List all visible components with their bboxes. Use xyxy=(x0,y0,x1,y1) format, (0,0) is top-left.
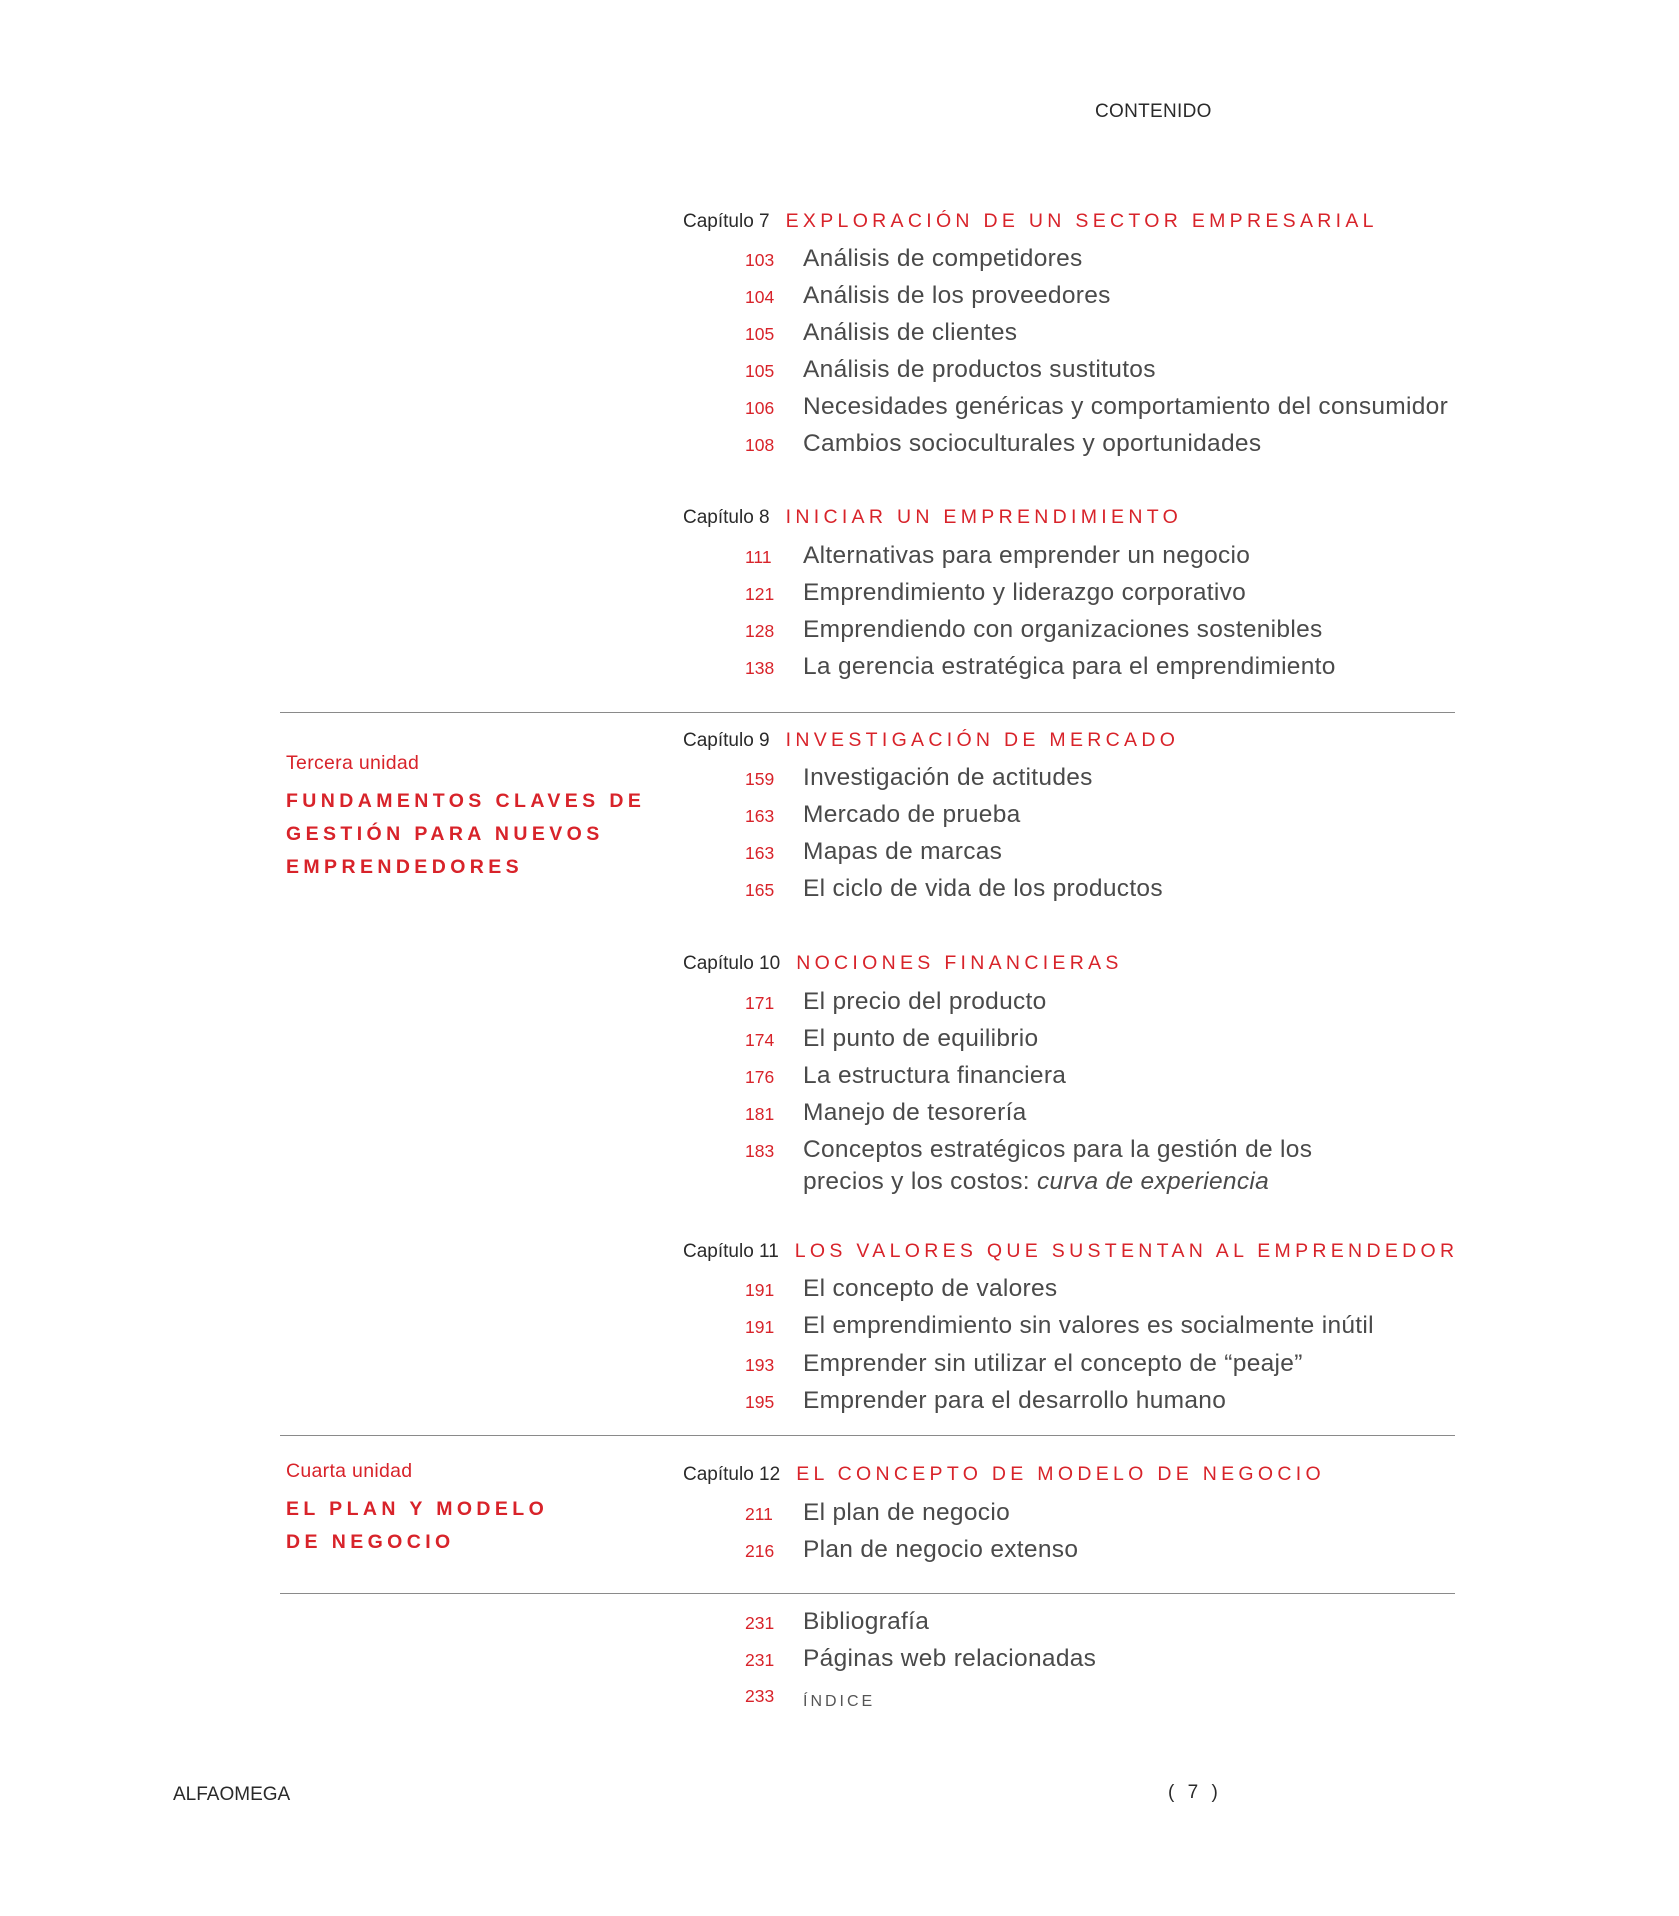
entry-text: Plan de negocio extenso xyxy=(803,1536,1079,1563)
entry-text: La estructura financiera xyxy=(803,1062,1067,1089)
entry-text: Emprendimiento y liderazgo corporativo xyxy=(803,579,1247,606)
entry-page: 103 xyxy=(745,250,775,270)
unit-label: Tercera unidad xyxy=(286,752,420,774)
entry-page: 193 xyxy=(745,1355,775,1375)
entry-page: 181 xyxy=(745,1104,775,1124)
chapter-title: EXPLORACIÓN DE UN SECTOR EMPRESARIAL xyxy=(785,210,1378,232)
chapter-title: NOCIONES FINANCIERAS xyxy=(796,952,1123,974)
entry-text: Bibliografía xyxy=(803,1608,930,1635)
entry-page: 183 xyxy=(745,1141,775,1161)
entry-text: Mapas de marcas xyxy=(803,838,1003,865)
entry-page: 163 xyxy=(745,843,775,863)
publisher-name: ALFAOMEGA xyxy=(173,1784,291,1805)
entry-text: Cambios socioculturales y oportunidades xyxy=(803,430,1262,457)
entry-text: El ciclo de vida de los productos xyxy=(803,875,1163,902)
chapter-11-heading xyxy=(683,1240,1458,1270)
page-number: ( 7 ) xyxy=(1168,1782,1222,1803)
entry-page: 159 xyxy=(745,769,775,789)
entry-page: 216 xyxy=(745,1541,775,1561)
entry-text: La gerencia estratégica para el emprendimiento xyxy=(803,653,1336,680)
section-divider xyxy=(280,1435,1455,1436)
entry-text: Alternativas para emprender un negocio xyxy=(803,542,1251,569)
entry-page: 163 xyxy=(745,806,775,826)
entry-text: El emprendimiento sin valores es socialmente inútil xyxy=(803,1312,1374,1339)
chapter-label: Capítulo 10 xyxy=(683,953,781,974)
chapter-title: INICIAR UN EMPRENDIMIENTO xyxy=(785,506,1183,528)
entry-page: 233 xyxy=(745,1686,775,1706)
entry-text: El plan de negocio xyxy=(803,1499,1010,1526)
entry-page: 231 xyxy=(745,1613,775,1633)
entry-page: 121 xyxy=(745,584,775,604)
chapter-title: INVESTIGACIÓN DE MERCADO xyxy=(785,729,1180,751)
section-divider xyxy=(280,712,1455,713)
unit-tercera xyxy=(286,752,645,884)
unit-title-line: GESTIÓN PARA NUEVOS xyxy=(286,823,604,845)
entry-page: 105 xyxy=(745,361,775,381)
entry-page: 191 xyxy=(745,1317,775,1337)
entry-text: Conceptos estratégicos para la gestión de los xyxy=(803,1136,1313,1163)
entry-page: 105 xyxy=(745,324,775,344)
chapter-title: LOS VALORES QUE SUSTENTAN AL EMPRENDEDOR xyxy=(794,1240,1459,1262)
entry-text: ÍNDICE xyxy=(803,1693,876,1710)
entry-text: Mercado de prueba xyxy=(803,801,1021,828)
entry-page: 191 xyxy=(745,1280,775,1300)
entry-page: 111 xyxy=(745,547,772,567)
entry-page: 171 xyxy=(745,993,775,1013)
entry-text-roman: precios y los costos: xyxy=(803,1168,1037,1195)
entry-page: 108 xyxy=(745,435,775,455)
chapter-7-heading xyxy=(683,210,1378,240)
entry-page: 211 xyxy=(745,1504,773,1524)
entry-page: 104 xyxy=(745,287,775,307)
entry-page: 231 xyxy=(745,1650,775,1670)
entry-text: Análisis de productos sustitutos xyxy=(803,356,1156,383)
chapter-label: Capítulo 11 xyxy=(683,1241,779,1262)
entry-text: Emprender para el desarrollo humano xyxy=(803,1387,1227,1414)
entry-text: Manejo de tesorería xyxy=(803,1099,1027,1126)
entry-text: Necesidades genéricas y comportamiento del consumidor xyxy=(803,393,1449,420)
unit-cuarta xyxy=(286,1460,548,1559)
unit-label: Cuarta unidad xyxy=(286,1460,413,1482)
entry-page: 195 xyxy=(745,1392,775,1412)
entry-text-italic: curva de experiencia xyxy=(1037,1168,1270,1195)
unit-title-line: EL PLAN Y MODELO xyxy=(286,1498,549,1520)
chapter-10-heading xyxy=(683,952,1123,982)
entry-text: Análisis de los proveedores xyxy=(803,282,1111,309)
entry-text: Análisis de competidores xyxy=(803,245,1083,272)
entry-text: Páginas web relacionadas xyxy=(803,1645,1097,1672)
unit-title-line: DE NEGOCIO xyxy=(286,1531,455,1553)
chapter-label: Capítulo 12 xyxy=(683,1464,781,1485)
chapter-9-heading xyxy=(683,729,1179,759)
chapter-12-heading xyxy=(683,1463,1325,1493)
entry-text: Análisis de clientes xyxy=(803,319,1018,346)
entry-text: Investigación de actitudes xyxy=(803,764,1093,791)
entry-text: El precio del producto xyxy=(803,988,1047,1015)
chapter-label: Capítulo 9 xyxy=(683,730,770,751)
section-divider xyxy=(280,1593,1455,1594)
entry-text: Emprendiendo con organizaciones sostenibles xyxy=(803,616,1323,643)
entry-page: 138 xyxy=(745,658,775,678)
running-head: CONTENIDO xyxy=(1095,101,1212,122)
entry-text: Emprender sin utilizar el concepto de “peaje” xyxy=(803,1350,1303,1377)
unit-title-line: FUNDAMENTOS CLAVES DE xyxy=(286,790,646,812)
entry-page: 176 xyxy=(745,1067,775,1087)
entry-text-line2 xyxy=(803,1166,1269,1198)
entry-page: 165 xyxy=(745,880,775,900)
chapter-8-heading xyxy=(683,506,1182,536)
chapter-label: Capítulo 7 xyxy=(683,211,770,232)
entry-text: El punto de equilibrio xyxy=(803,1025,1039,1052)
entry-text: El concepto de valores xyxy=(803,1275,1058,1302)
chapter-label: Capítulo 8 xyxy=(683,507,770,528)
unit-title-line: EMPRENDEDORES xyxy=(286,856,524,878)
chapter-title: EL CONCEPTO DE MODELO DE NEGOCIO xyxy=(796,1463,1325,1485)
entry-page: 174 xyxy=(745,1030,775,1050)
entry-page: 106 xyxy=(745,398,775,418)
entry-page: 128 xyxy=(745,621,775,641)
